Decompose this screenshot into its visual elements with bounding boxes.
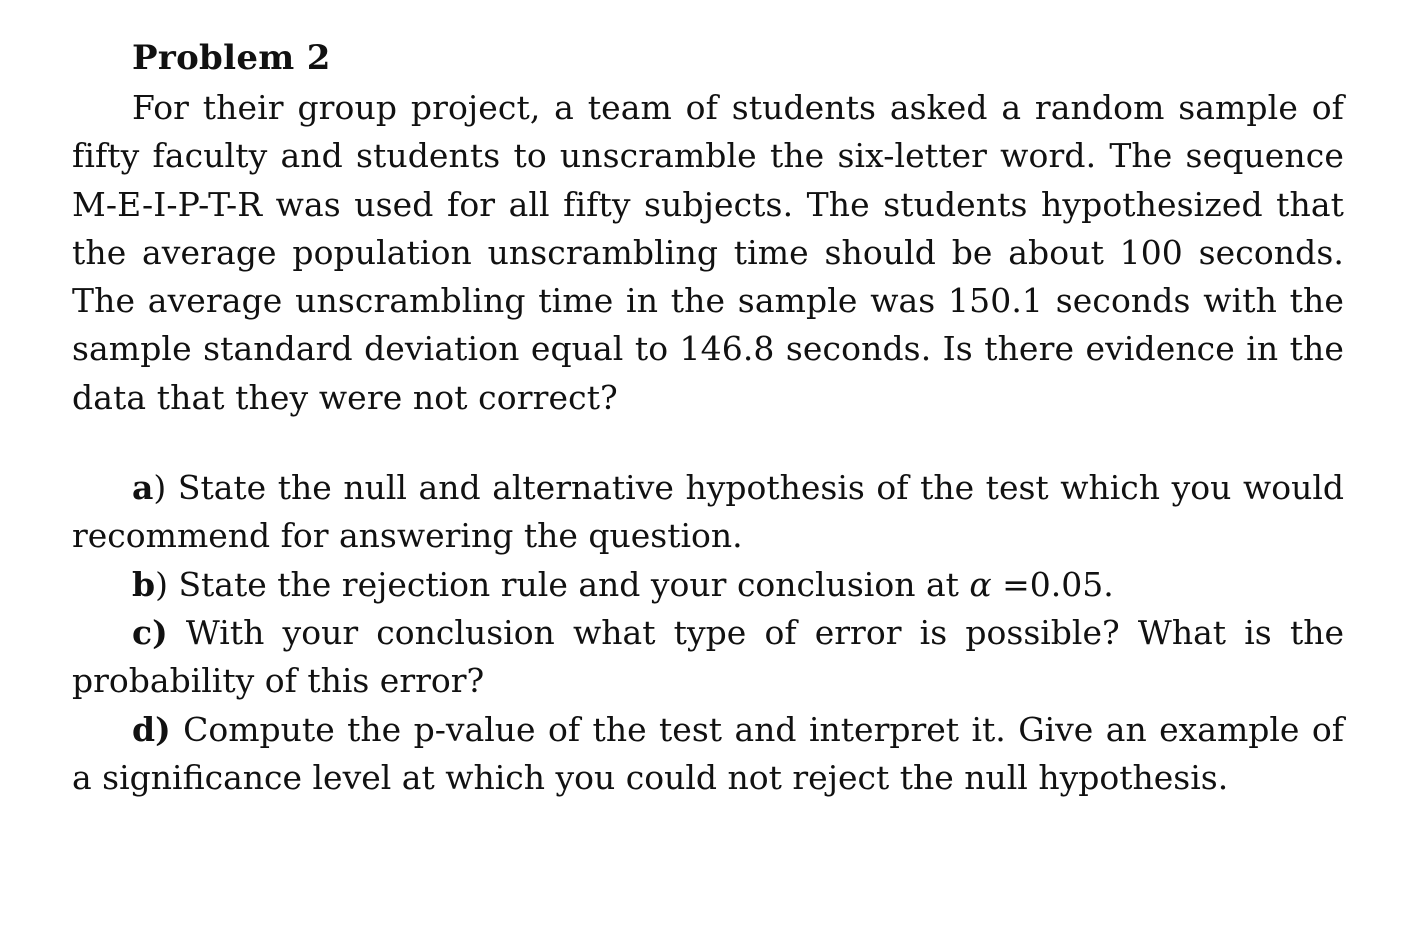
part-c [72, 609, 1344, 706]
part-d [72, 706, 1344, 803]
part-c-label: c) [132, 612, 168, 652]
problem-document [72, 32, 1344, 802]
problem-statement: For their group project, a team of students asked a random sample of fifty faculty and students to unscramble the six-letter word. The sequence M-E-I-P-T-R was used for all fifty subjects. The students hypothesized that the average population unscrambling time should be about 100 seconds. The average unscrambling time in the sample was 150.1 seconds with the sample standard deviation equal to 146.8 seconds. Is there evidence in the data that they were not correct? [72, 88, 1344, 417]
part-b-text-before: State the rejection rule and your conclusion at [167, 564, 970, 604]
alpha-symbol: α [969, 564, 992, 604]
part-b-close-paren: ) [155, 564, 168, 604]
part-d-text: Compute the p-value of the test and interpret it. Give an example of a significance level at which you could not reject the null hypothesis. [72, 709, 1344, 797]
part-a-label: a [132, 468, 154, 508]
part-a [72, 464, 1344, 561]
part-b-label: b [132, 564, 156, 604]
part-b-text-after: =0.05. [991, 564, 1114, 604]
part-c-text: With your conclusion what type of error is possible? What is the probability of this error? [72, 612, 1344, 701]
part-d-label: d) [132, 709, 171, 749]
part-a-text: State the null and alternative hypothesis of the test which you would recommend for answering the question. [72, 468, 1344, 556]
problem-title: Problem 2 [132, 38, 331, 78]
section-spacer [72, 422, 1344, 464]
part-a-close-paren: ) [153, 468, 167, 508]
part-b [72, 561, 1344, 609]
